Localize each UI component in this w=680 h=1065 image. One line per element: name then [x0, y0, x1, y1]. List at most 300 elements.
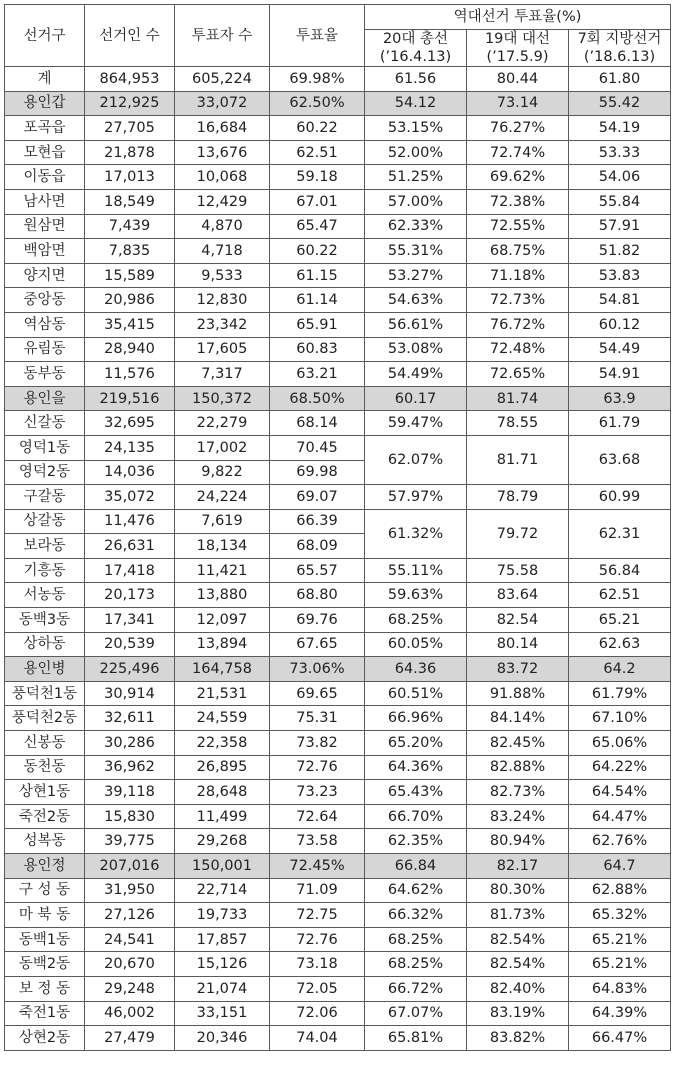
turnout-cell: 65.57: [270, 558, 365, 583]
district-cell: 남사면: [5, 189, 85, 214]
turnout-20th-cell: 62.33%: [365, 214, 467, 239]
turnout-cell: 72.76: [270, 927, 365, 952]
district-cell: 상현2동: [5, 1026, 85, 1051]
table-row: [5, 67, 671, 92]
district-cell: 백암면: [5, 239, 85, 264]
turnout-7th-cell: 64.54%: [569, 780, 671, 805]
turnout-cell: 67.01: [270, 189, 365, 214]
header-19th-date: (’17.5.9): [486, 49, 549, 65]
turnout-20th-cell: 65.20%: [365, 731, 467, 756]
ballots-cell: 21,074: [175, 976, 270, 1001]
turnout-20th-cell: 56.61%: [365, 312, 467, 337]
turnout-7th-cell: 62.51: [569, 583, 671, 608]
turnout-20th-cell: 59.63%: [365, 583, 467, 608]
turnout-20th-cell: 66.72%: [365, 976, 467, 1001]
voters-cell: 11,576: [85, 362, 175, 387]
ballots-cell: 28,648: [175, 780, 270, 805]
turnout-20th-cell: 64.36%: [365, 755, 467, 780]
turnout-7th-cell: 65.21%: [569, 927, 671, 952]
turnout-7th-cell: 67.10%: [569, 706, 671, 731]
turnout-20th-cell: 60.05%: [365, 632, 467, 657]
turnout-7th-cell: 62.63: [569, 632, 671, 657]
turnout-cell: 70.45: [270, 435, 365, 460]
turnout-19th-cell: 68.75%: [467, 239, 569, 264]
voters-cell: 15,830: [85, 804, 175, 829]
turnout-table: [4, 4, 671, 1051]
turnout-cell: 72.64: [270, 804, 365, 829]
turnout-7th-cell: 65.06%: [569, 731, 671, 756]
ballots-cell: 17,857: [175, 927, 270, 952]
table-row: [5, 263, 671, 288]
voters-cell: 31,950: [85, 878, 175, 903]
ballots-cell: 12,830: [175, 288, 270, 313]
turnout-cell: 72.75: [270, 903, 365, 928]
turnout-cell: 67.65: [270, 632, 365, 657]
table-row: [5, 878, 671, 903]
ballots-cell: 24,559: [175, 706, 270, 731]
district-cell: 서농동: [5, 583, 85, 608]
ballots-cell: 150,372: [175, 386, 270, 411]
voters-cell: 27,126: [85, 903, 175, 928]
table-row: [5, 927, 671, 952]
turnout-19th-cell: 82.73%: [467, 780, 569, 805]
voters-cell: 219,516: [85, 386, 175, 411]
turnout-7th-cell: 62.76%: [569, 829, 671, 854]
table-row: [5, 558, 671, 583]
turnout-19th-cell: 72.74%: [467, 140, 569, 165]
turnout-20th-cell: 51.25%: [365, 165, 467, 190]
voters-cell: 17,341: [85, 608, 175, 633]
voters-cell: 46,002: [85, 1001, 175, 1026]
table-row: [5, 312, 671, 337]
turnout-7th-cell: 54.19: [569, 116, 671, 141]
table-row: [5, 681, 671, 706]
table-row: [5, 288, 671, 313]
turnout-20th-cell: 62.35%: [365, 829, 467, 854]
header-voters: 선거인 수: [85, 5, 175, 67]
turnout-19th-cell: 82.17: [467, 854, 569, 879]
turnout-20th-cell: 67.07%: [365, 1001, 467, 1026]
district-cell: 신봉동: [5, 731, 85, 756]
district-cell: 풍덕천2동: [5, 706, 85, 731]
turnout-cell: 62.50%: [270, 91, 365, 116]
turnout-19th-cell: 78.79: [467, 485, 569, 510]
ballots-cell: 9,533: [175, 263, 270, 288]
voters-cell: 30,914: [85, 681, 175, 706]
ballots-cell: 23,342: [175, 312, 270, 337]
ballots-cell: 7,619: [175, 509, 270, 534]
turnout-7th-cell: 54.91: [569, 362, 671, 387]
turnout-7th-cell: 53.83: [569, 263, 671, 288]
turnout-20th-cell: 64.36: [365, 657, 467, 682]
district-cell: 용인병: [5, 657, 85, 682]
voters-cell: 17,418: [85, 558, 175, 583]
voters-cell: 20,986: [85, 288, 175, 313]
turnout-cell: 60.83: [270, 337, 365, 362]
turnout-19th-cell: 80.44: [467, 67, 569, 92]
voters-cell: 14,036: [85, 460, 175, 485]
turnout-19th-cell: 76.27%: [467, 116, 569, 141]
table-row: [5, 1001, 671, 1026]
turnout-cell: 69.65: [270, 681, 365, 706]
ballots-cell: 19,733: [175, 903, 270, 928]
turnout-20th-cell: 52.00%: [365, 140, 467, 165]
turnout-19th-cell: 78.55: [467, 411, 569, 436]
ballots-cell: 12,429: [175, 189, 270, 214]
turnout-cell: 72.05: [270, 976, 365, 1001]
voters-cell: 30,286: [85, 731, 175, 756]
voters-cell: 17,013: [85, 165, 175, 190]
turnout-19th-cell: 72.55%: [467, 214, 569, 239]
turnout-19th-cell: 80.14: [467, 632, 569, 657]
ballots-cell: 17,605: [175, 337, 270, 362]
turnout-19th-cell: 69.62%: [467, 165, 569, 190]
district-cell: 중앙동: [5, 288, 85, 313]
turnout-cell: 59.18: [270, 165, 365, 190]
group-row: [5, 91, 671, 116]
turnout-cell: 61.15: [270, 263, 365, 288]
ballots-cell: 13,894: [175, 632, 270, 657]
table-row: [5, 731, 671, 756]
district-cell: 용인정: [5, 854, 85, 879]
ballots-cell: 4,718: [175, 239, 270, 264]
ballots-cell: 22,358: [175, 731, 270, 756]
voters-cell: 35,415: [85, 312, 175, 337]
turnout-19th-cell: 73.14: [467, 91, 569, 116]
voters-cell: 24,541: [85, 927, 175, 952]
turnout-20th-cell: 59.47%: [365, 411, 467, 436]
ballots-cell: 18,134: [175, 534, 270, 559]
ballots-cell: 33,151: [175, 1001, 270, 1026]
turnout-7th-cell: 60.12: [569, 312, 671, 337]
turnout-cell: 61.14: [270, 288, 365, 313]
turnout-7th-cell: 64.39%: [569, 1001, 671, 1026]
district-cell: 용인을: [5, 386, 85, 411]
turnout-cell: 60.22: [270, 239, 365, 264]
table-row: [5, 116, 671, 141]
turnout-cell: 73.82: [270, 731, 365, 756]
voters-cell: 864,953: [85, 67, 175, 92]
turnout-20th-cell: 54.63%: [365, 288, 467, 313]
turnout-19th-cell: 83.19%: [467, 1001, 569, 1026]
voters-cell: 18,549: [85, 189, 175, 214]
district-cell: 동백1동: [5, 927, 85, 952]
district-cell: 구갈동: [5, 485, 85, 510]
voters-cell: 21,878: [85, 140, 175, 165]
turnout-cell: 72.45%: [270, 854, 365, 879]
turnout-7th-cell: 64.22%: [569, 755, 671, 780]
turnout-19th-cell: 75.58: [467, 558, 569, 583]
turnout-cell: 66.39: [270, 509, 365, 534]
ballots-cell: 164,758: [175, 657, 270, 682]
table-row: [5, 706, 671, 731]
turnout-7th-cell: 54.49: [569, 337, 671, 362]
turnout-7th-cell: 65.21: [569, 608, 671, 633]
turnout-19th-cell: 82.45%: [467, 731, 569, 756]
district-cell: 상하동: [5, 632, 85, 657]
voters-cell: 39,118: [85, 780, 175, 805]
table-row: [5, 411, 671, 436]
turnout-cell: 72.76: [270, 755, 365, 780]
district-cell: 성복동: [5, 829, 85, 854]
turnout-20th-cell: 65.43%: [365, 780, 467, 805]
table-row: [5, 239, 671, 264]
district-cell: 마 북 동: [5, 903, 85, 928]
turnout-19th-cell: 82.54%: [467, 927, 569, 952]
turnout-20th-cell: 66.32%: [365, 903, 467, 928]
table-row: [5, 608, 671, 633]
turnout-7th-cell: 53.33: [569, 140, 671, 165]
table-body: [5, 67, 671, 1051]
ballots-cell: 11,499: [175, 804, 270, 829]
turnout-19th-cell: 80.94%: [467, 829, 569, 854]
district-cell: 죽전2동: [5, 804, 85, 829]
voters-cell: 27,705: [85, 116, 175, 141]
ballots-cell: 150,001: [175, 854, 270, 879]
turnout-7th-cell: 56.84: [569, 558, 671, 583]
table-row: [5, 362, 671, 387]
turnout-20th-cell: 68.25%: [365, 952, 467, 977]
ballots-cell: 22,714: [175, 878, 270, 903]
turnout-7th-cell: 64.2: [569, 657, 671, 682]
turnout-19th-cell: 72.38%: [467, 189, 569, 214]
turnout-20th-cell: 53.27%: [365, 263, 467, 288]
district-cell: 죽전1동: [5, 1001, 85, 1026]
turnout-19th-cell: 76.72%: [467, 312, 569, 337]
turnout-cell: 62.51: [270, 140, 365, 165]
district-cell: 양지면: [5, 263, 85, 288]
voters-cell: 20,539: [85, 632, 175, 657]
table-row: [5, 952, 671, 977]
turnout-20th-cell: 61.32%: [365, 509, 467, 558]
voters-cell: 35,072: [85, 485, 175, 510]
turnout-7th-cell: 61.79%: [569, 681, 671, 706]
turnout-7th-cell: 66.47%: [569, 1026, 671, 1051]
turnout-19th-cell: 82.88%: [467, 755, 569, 780]
table-row: [5, 435, 671, 460]
turnout-19th-cell: 72.48%: [467, 337, 569, 362]
header-20th-title: 20대 총선: [382, 31, 449, 47]
district-cell: 모현읍: [5, 140, 85, 165]
group-row: [5, 854, 671, 879]
turnout-7th-cell: 54.06: [569, 165, 671, 190]
turnout-7th-cell: 65.32%: [569, 903, 671, 928]
turnout-19th-cell: 80.30%: [467, 878, 569, 903]
voters-cell: 7,439: [85, 214, 175, 239]
header-19th-title: 19대 대선: [484, 31, 551, 47]
district-cell: 계: [5, 67, 85, 92]
turnout-cell: 68.09: [270, 534, 365, 559]
turnout-cell: 71.09: [270, 878, 365, 903]
turnout-20th-cell: 66.84: [365, 854, 467, 879]
table-row: [5, 189, 671, 214]
turnout-cell: 72.06: [270, 1001, 365, 1026]
turnout-19th-cell: 82.54%: [467, 952, 569, 977]
turnout-cell: 68.50%: [270, 386, 365, 411]
turnout-20th-cell: 66.96%: [365, 706, 467, 731]
ballots-cell: 29,268: [175, 829, 270, 854]
group-row: [5, 386, 671, 411]
turnout-20th-cell: 55.11%: [365, 558, 467, 583]
header-7th-title: 7회 지방선거: [577, 31, 662, 47]
district-cell: 구 성 동: [5, 878, 85, 903]
voters-cell: 225,496: [85, 657, 175, 682]
turnout-7th-cell: 55.84: [569, 189, 671, 214]
turnout-cell: 68.14: [270, 411, 365, 436]
turnout-19th-cell: 84.14%: [467, 706, 569, 731]
turnout-19th-cell: 82.40%: [467, 976, 569, 1001]
turnout-19th-cell: 81.73%: [467, 903, 569, 928]
ballots-cell: 12,097: [175, 608, 270, 633]
district-cell: 풍덕천1동: [5, 681, 85, 706]
table-row: [5, 337, 671, 362]
voters-cell: 207,016: [85, 854, 175, 879]
turnout-cell: 63.21: [270, 362, 365, 387]
voters-cell: 20,670: [85, 952, 175, 977]
turnout-20th-cell: 60.51%: [365, 681, 467, 706]
ballots-cell: 605,224: [175, 67, 270, 92]
district-cell: 영덕2동: [5, 460, 85, 485]
district-cell: 기흥동: [5, 558, 85, 583]
ballots-cell: 22,279: [175, 411, 270, 436]
turnout-7th-cell: 64.83%: [569, 976, 671, 1001]
turnout-20th-cell: 54.49%: [365, 362, 467, 387]
turnout-cell: 73.23: [270, 780, 365, 805]
table-header: [5, 5, 671, 67]
group-row: [5, 657, 671, 682]
turnout-cell: 69.76: [270, 608, 365, 633]
header-7th-local-election: [569, 30, 671, 67]
turnout-19th-cell: 82.54: [467, 608, 569, 633]
turnout-cell: 65.91: [270, 312, 365, 337]
ballots-cell: 21,531: [175, 681, 270, 706]
turnout-7th-cell: 57.91: [569, 214, 671, 239]
ballots-cell: 17,002: [175, 435, 270, 460]
table-row: [5, 1026, 671, 1051]
district-cell: 영덕1동: [5, 435, 85, 460]
turnout-7th-cell: 51.82: [569, 239, 671, 264]
turnout-20th-cell: 62.07%: [365, 435, 467, 484]
turnout-19th-cell: 83.64: [467, 583, 569, 608]
district-cell: 신갈동: [5, 411, 85, 436]
district-cell: 원삼면: [5, 214, 85, 239]
turnout-cell: 73.06%: [270, 657, 365, 682]
district-cell: 동백3동: [5, 608, 85, 633]
header-20th-election: [365, 30, 467, 67]
turnout-19th-cell: 81.74: [467, 386, 569, 411]
turnout-table-container: [4, 4, 671, 1051]
turnout-20th-cell: 53.15%: [365, 116, 467, 141]
voters-cell: 20,173: [85, 583, 175, 608]
turnout-19th-cell: 83.24%: [467, 804, 569, 829]
turnout-7th-cell: 62.31: [569, 509, 671, 558]
turnout-cell: 74.04: [270, 1026, 365, 1051]
district-cell: 상갈동: [5, 509, 85, 534]
header-history-group: 역대선거 투표율(%): [365, 5, 671, 30]
district-cell: 이동읍: [5, 165, 85, 190]
turnout-19th-cell: 79.72: [467, 509, 569, 558]
turnout-cell: 73.58: [270, 829, 365, 854]
voters-cell: 27,479: [85, 1026, 175, 1051]
turnout-7th-cell: 61.79: [569, 411, 671, 436]
header-turnout: 투표율: [270, 5, 365, 67]
turnout-19th-cell: 72.73%: [467, 288, 569, 313]
district-cell: 상현1동: [5, 780, 85, 805]
turnout-7th-cell: 61.80: [569, 67, 671, 92]
turnout-cell: 68.80: [270, 583, 365, 608]
ballots-cell: 24,224: [175, 485, 270, 510]
turnout-20th-cell: 68.25%: [365, 608, 467, 633]
header-district: 선거구: [5, 5, 85, 67]
turnout-19th-cell: 91.88%: [467, 681, 569, 706]
district-cell: 동부동: [5, 362, 85, 387]
turnout-20th-cell: 64.62%: [365, 878, 467, 903]
turnout-7th-cell: 55.42: [569, 91, 671, 116]
header-20th-date: (’16.4.13): [379, 49, 452, 65]
voters-cell: 24,135: [85, 435, 175, 460]
turnout-19th-cell: 83.72: [467, 657, 569, 682]
turnout-cell: 69.98%: [270, 67, 365, 92]
turnout-7th-cell: 54.81: [569, 288, 671, 313]
table-row: [5, 903, 671, 928]
voters-cell: 39,775: [85, 829, 175, 854]
district-cell: 유림동: [5, 337, 85, 362]
ballots-cell: 13,880: [175, 583, 270, 608]
turnout-7th-cell: 63.9: [569, 386, 671, 411]
table-row: [5, 583, 671, 608]
table-row: [5, 755, 671, 780]
ballots-cell: 13,676: [175, 140, 270, 165]
turnout-cell: 69.98: [270, 460, 365, 485]
table-row: [5, 632, 671, 657]
turnout-cell: 60.22: [270, 116, 365, 141]
voters-cell: 11,476: [85, 509, 175, 534]
ballots-cell: 33,072: [175, 91, 270, 116]
turnout-19th-cell: 72.65%: [467, 362, 569, 387]
turnout-cell: 73.18: [270, 952, 365, 977]
ballots-cell: 11,421: [175, 558, 270, 583]
turnout-7th-cell: 63.68: [569, 435, 671, 484]
ballots-cell: 7,317: [175, 362, 270, 387]
turnout-20th-cell: 55.31%: [365, 239, 467, 264]
district-cell: 동천동: [5, 755, 85, 780]
voters-cell: 32,611: [85, 706, 175, 731]
turnout-20th-cell: 65.81%: [365, 1026, 467, 1051]
turnout-19th-cell: 71.18%: [467, 263, 569, 288]
turnout-20th-cell: 66.70%: [365, 804, 467, 829]
district-cell: 보 정 동: [5, 976, 85, 1001]
turnout-7th-cell: 60.99: [569, 485, 671, 510]
voters-cell: 212,925: [85, 91, 175, 116]
turnout-20th-cell: 54.12: [365, 91, 467, 116]
voters-cell: 7,835: [85, 239, 175, 264]
header-ballots: 투표자 수: [175, 5, 270, 67]
ballots-cell: 15,126: [175, 952, 270, 977]
table-row: [5, 485, 671, 510]
table-row: [5, 214, 671, 239]
turnout-20th-cell: 57.00%: [365, 189, 467, 214]
ballots-cell: 4,870: [175, 214, 270, 239]
voters-cell: 36,962: [85, 755, 175, 780]
turnout-7th-cell: 64.7: [569, 854, 671, 879]
table-row: [5, 140, 671, 165]
table-row: [5, 780, 671, 805]
turnout-7th-cell: 62.88%: [569, 878, 671, 903]
turnout-cell: 75.31: [270, 706, 365, 731]
voters-cell: 28,940: [85, 337, 175, 362]
district-cell: 동백2동: [5, 952, 85, 977]
district-cell: 포곡읍: [5, 116, 85, 141]
